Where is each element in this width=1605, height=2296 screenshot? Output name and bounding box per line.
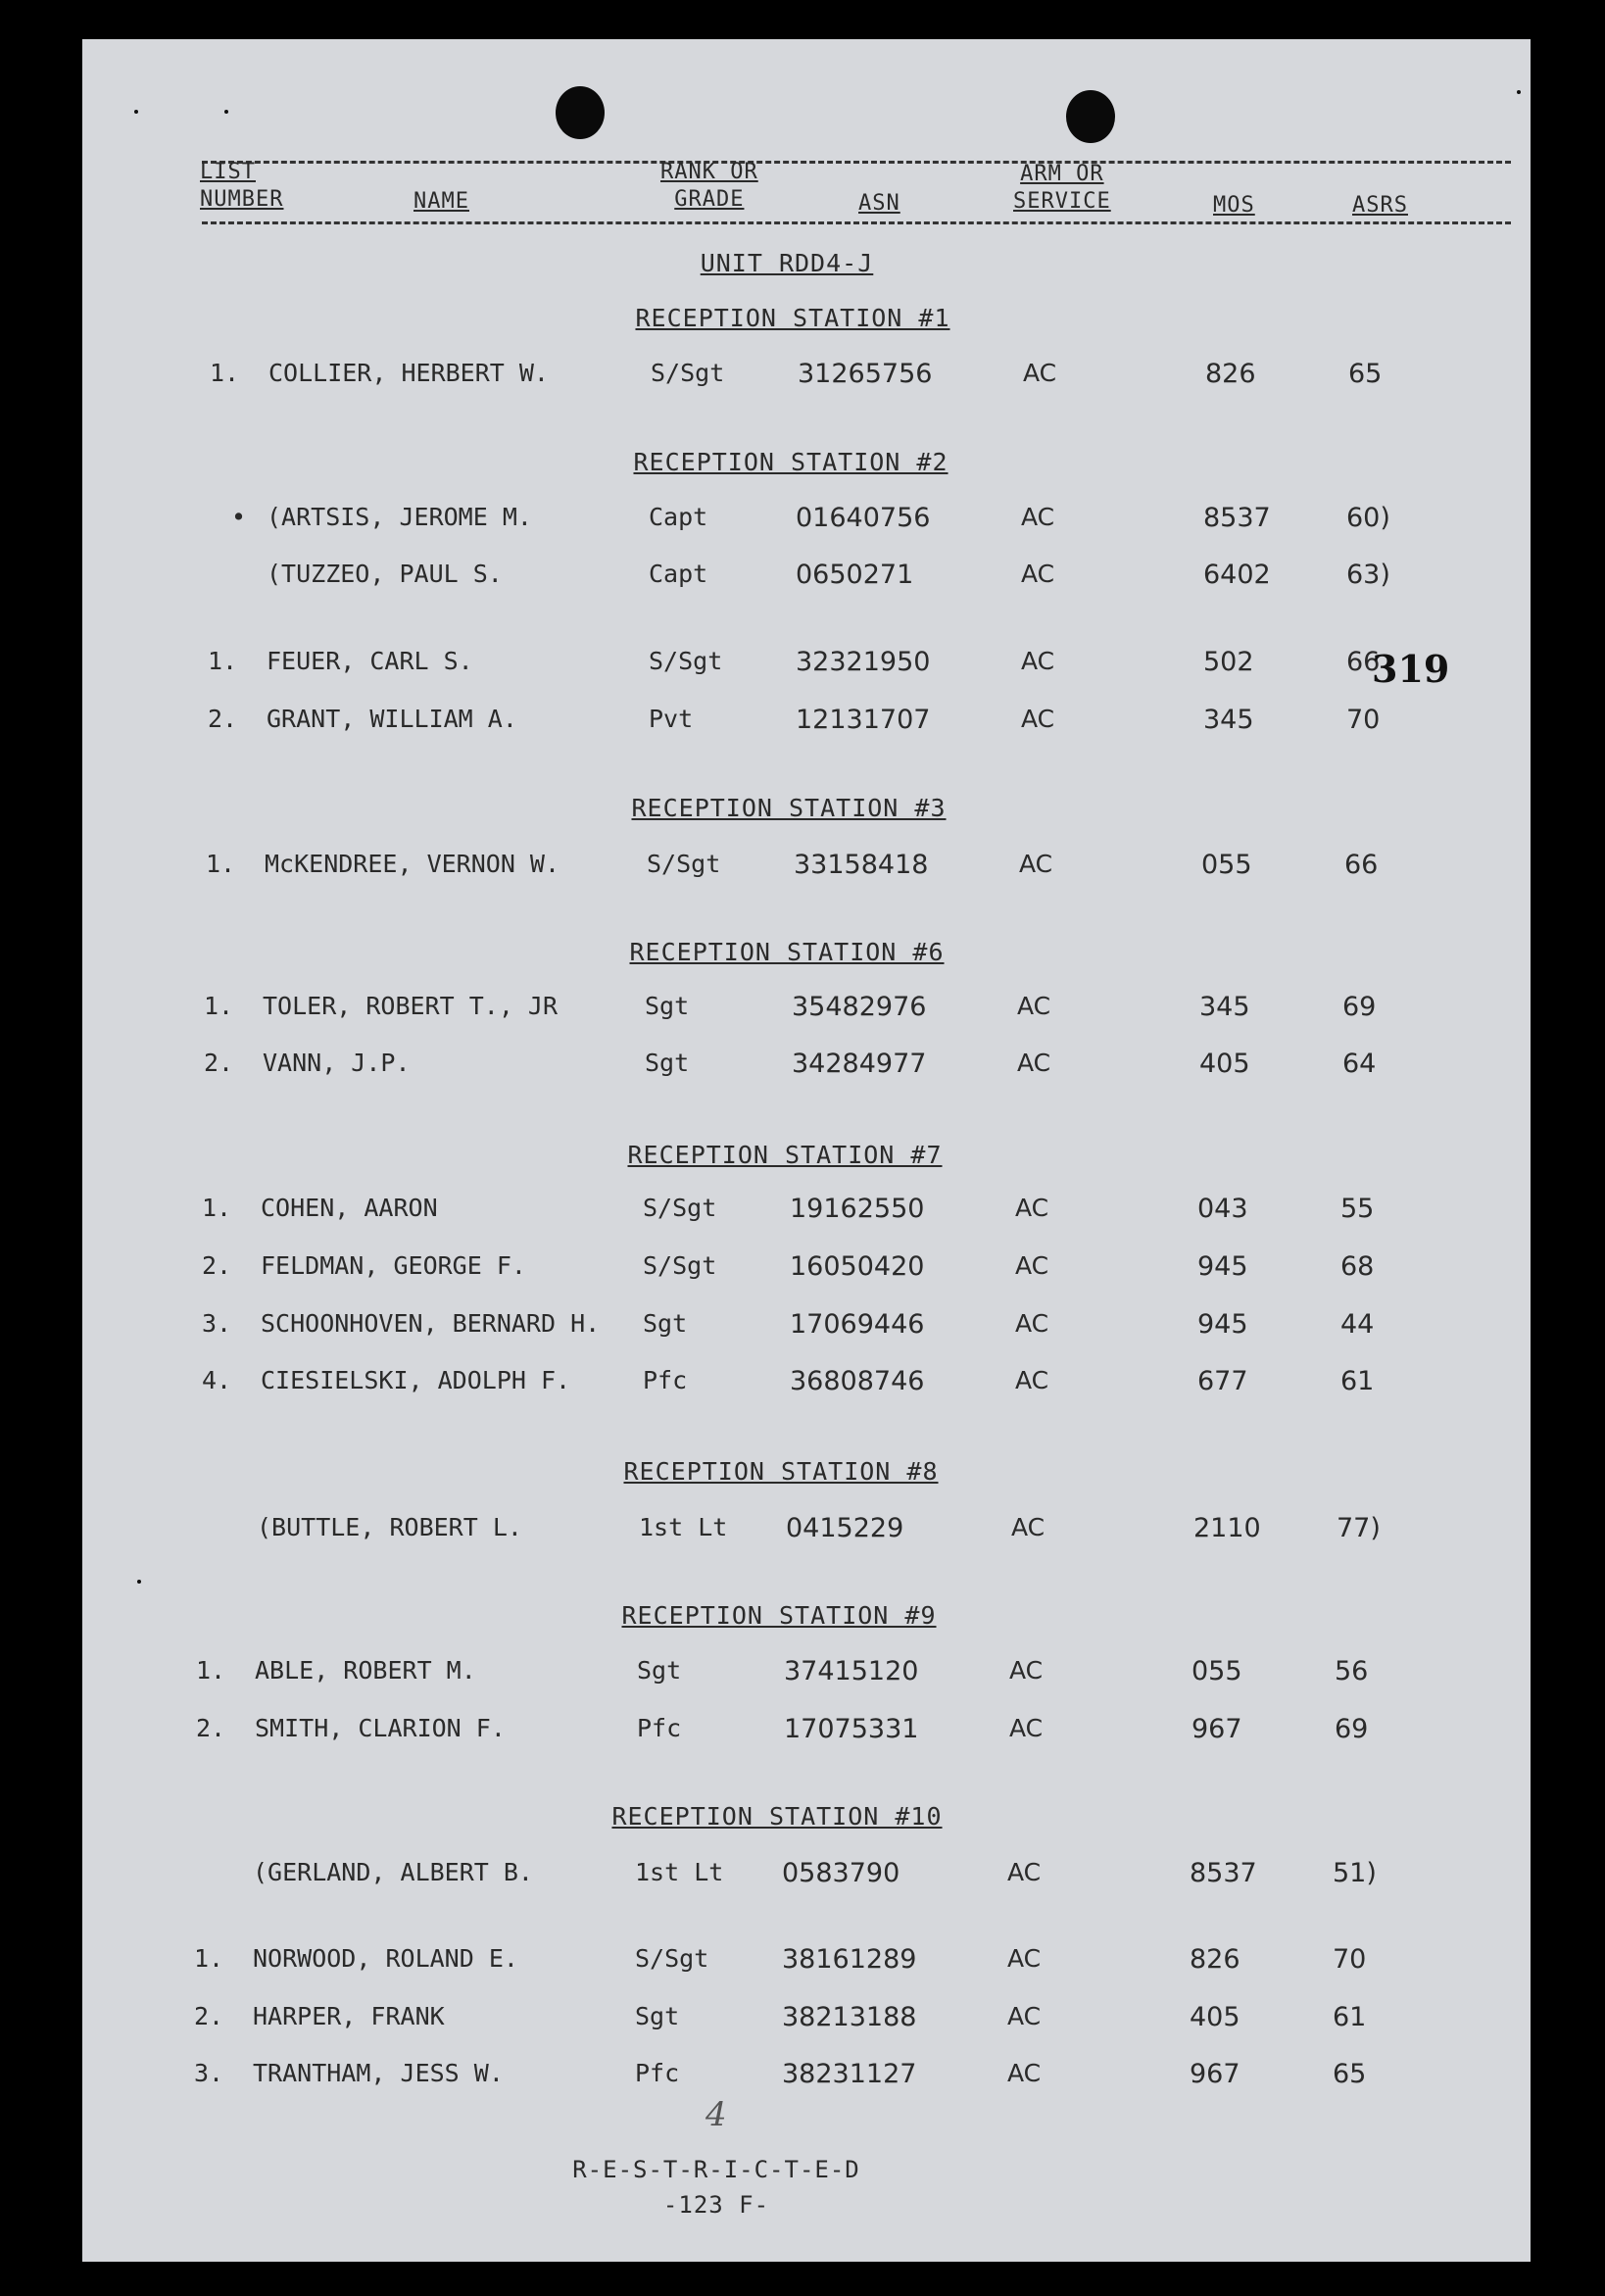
cell-mos: 345 <box>1203 705 1254 735</box>
cell-asn: 37415120 <box>784 1656 919 1686</box>
cell-arm-service: AC <box>1023 359 1057 387</box>
header-rule-top <box>202 161 1511 164</box>
roster-row <box>82 1251 1531 1291</box>
cell-asrs: 69 <box>1342 992 1377 1022</box>
cell-name: GRANT, WILLIAM A. <box>267 705 517 733</box>
cell-mos: 055 <box>1192 1656 1242 1686</box>
speck <box>1517 90 1521 94</box>
roster-row <box>82 2059 1531 2098</box>
speck <box>134 110 138 114</box>
cell-asn: 17075331 <box>784 1714 919 1744</box>
cell-mos: 055 <box>1201 850 1252 880</box>
cell-list-number: 2. <box>204 1049 234 1077</box>
cell-name: CIESIELSKI, ADOLPH F. <box>261 1366 571 1394</box>
cell-asrs: 64 <box>1342 1049 1377 1079</box>
cell-asn: 34284977 <box>792 1049 927 1079</box>
cell-asrs: 69 <box>1335 1714 1369 1744</box>
cell-asn: 01640756 <box>796 503 931 533</box>
cell-mos: 8537 <box>1203 503 1271 533</box>
cell-list-number: 3. <box>202 1309 232 1338</box>
cell-arm-service: AC <box>1021 647 1055 675</box>
cell-mos: 502 <box>1203 647 1254 677</box>
classification-footer: R-E-S-T-R-I-C-T-E-D <box>572 2156 860 2183</box>
roster-row <box>82 1944 1531 1983</box>
cell-rank: S/Sgt <box>643 1194 717 1222</box>
cell-list-number: 1. <box>194 1944 224 1973</box>
cell-list-number: 2. <box>202 1251 232 1280</box>
cell-name: SCHOONHOVEN, BERNARD H. <box>261 1309 601 1338</box>
cell-arm-service: AC <box>1021 705 1055 733</box>
cell-arm-service: AC <box>1015 1309 1049 1338</box>
cell-arm-service: AC <box>1021 503 1055 531</box>
cell-arm-service: AC <box>1007 2059 1042 2087</box>
cell-asn: 31265756 <box>798 359 933 389</box>
cell-asn: 38231127 <box>782 2059 917 2089</box>
cell-name: TOLER, ROBERT T., JR <box>263 992 559 1020</box>
cell-asrs: 68 <box>1340 1251 1375 1282</box>
cell-asrs: 66 <box>1344 850 1379 880</box>
cell-list-number: • <box>231 503 247 531</box>
cell-mos: 8537 <box>1190 1858 1257 1888</box>
cell-rank: Pfc <box>637 1714 682 1742</box>
cell-mos: 405 <box>1199 1049 1250 1079</box>
cell-arm-service: AC <box>1015 1251 1049 1280</box>
cell-mos: 345 <box>1199 992 1250 1022</box>
cell-mos: 6402 <box>1203 560 1271 590</box>
cell-arm-service: AC <box>1021 560 1055 588</box>
cell-rank: Pfc <box>635 2059 680 2087</box>
cell-asrs: 70 <box>1333 1944 1367 1975</box>
cell-name: SMITH, CLARION F. <box>255 1714 506 1742</box>
roster-row <box>82 1049 1531 1088</box>
cell-asn: 0583790 <box>782 1858 900 1888</box>
cell-asrs: 65 <box>1333 2059 1367 2089</box>
cell-arm-service: AC <box>1015 1366 1049 1394</box>
section-title: RECEPTION STATION #1 <box>635 304 950 332</box>
cell-rank: Sgt <box>635 2002 680 2030</box>
cell-asn: 38161289 <box>782 1944 917 1975</box>
cell-rank: Pfc <box>643 1366 688 1394</box>
cell-list-number: 3. <box>194 2059 224 2087</box>
cell-asn: 0415229 <box>786 1513 904 1543</box>
section-title: RECEPTION STATION #8 <box>623 1457 939 1486</box>
cell-asn: 19162550 <box>790 1194 925 1224</box>
cell-rank: 1st Lt <box>639 1513 728 1541</box>
section-title: RECEPTION STATION #6 <box>629 938 945 966</box>
cell-list-number: 1. <box>208 647 238 675</box>
cell-name: (BUTTLE, ROBERT L. <box>257 1513 522 1541</box>
cell-asrs: 44 <box>1340 1309 1375 1340</box>
cell-name: COLLIER, HERBERT W. <box>268 359 549 387</box>
punch-hole-left <box>556 86 605 139</box>
roster-row <box>82 1858 1531 1897</box>
cell-arm-service: AC <box>1007 1858 1042 1886</box>
section-title: RECEPTION STATION #3 <box>631 794 947 822</box>
cell-list-number: 1. <box>206 850 236 878</box>
roster-row <box>82 503 1531 542</box>
cell-asn: 16050420 <box>790 1251 925 1282</box>
cell-name: FELDMAN, GEORGE F. <box>261 1251 526 1280</box>
cell-list-number: 2. <box>208 705 238 733</box>
cell-arm-service: AC <box>1009 1656 1044 1685</box>
cell-mos: 043 <box>1197 1194 1248 1224</box>
roster-row <box>82 2002 1531 2041</box>
speck <box>137 1580 141 1584</box>
cell-mos: 967 <box>1192 1714 1242 1744</box>
header-list-number: LIST NUMBER <box>200 160 284 212</box>
roster-row <box>82 1309 1531 1348</box>
cell-rank: Capt <box>649 503 708 531</box>
cell-name: ABLE, ROBERT M. <box>255 1656 476 1685</box>
page-number-footer: -123 F- <box>662 2191 770 2219</box>
cell-rank: Pvt <box>649 705 694 733</box>
cell-asn: 36808746 <box>790 1366 925 1396</box>
cell-asn: 17069446 <box>790 1309 925 1340</box>
cell-asrs: 66 <box>1346 647 1381 677</box>
roster-row <box>82 850 1531 889</box>
roster-row <box>82 1366 1531 1405</box>
speck <box>224 110 228 114</box>
cell-list-number: 1. <box>202 1194 232 1222</box>
cell-mos: 2110 <box>1193 1513 1261 1543</box>
header-arm: ARM OR SERVICE <box>1013 162 1111 214</box>
cell-rank: Sgt <box>645 992 690 1020</box>
roster-row <box>82 1194 1531 1233</box>
roster-row <box>82 647 1531 686</box>
cell-mos: 967 <box>1190 2059 1240 2089</box>
cell-name: COHEN, AARON <box>261 1194 438 1222</box>
cell-asn: 35482976 <box>792 992 927 1022</box>
cell-asrs: 77) <box>1337 1513 1381 1543</box>
cell-asrs: 55 <box>1340 1194 1375 1224</box>
document-page <box>82 39 1531 2262</box>
cell-list-number: 2. <box>194 2002 224 2030</box>
cell-rank: 1st Lt <box>635 1858 724 1886</box>
roster-row <box>82 359 1531 398</box>
cell-rank: S/Sgt <box>643 1251 717 1280</box>
header-name: NAME <box>413 189 469 214</box>
cell-arm-service: AC <box>1007 1944 1042 1973</box>
cell-mos: 677 <box>1197 1366 1248 1396</box>
cell-list-number: 1. <box>204 992 234 1020</box>
header-asrs: ASRS <box>1352 193 1408 218</box>
cell-asrs: 63) <box>1346 560 1390 590</box>
cell-rank: Capt <box>649 560 708 588</box>
cell-rank: S/Sgt <box>635 1944 709 1973</box>
roster-row <box>82 560 1531 599</box>
cell-arm-service: AC <box>1009 1714 1044 1742</box>
cell-name: (TUZZEO, PAUL S. <box>267 560 503 588</box>
cell-name: FEUER, CARL S. <box>267 647 473 675</box>
cell-asrs: 56 <box>1335 1656 1369 1686</box>
cell-asrs: 61 <box>1333 2002 1367 2032</box>
cell-asrs: 51) <box>1333 1858 1377 1888</box>
cell-asn: 38213188 <box>782 2002 917 2032</box>
handwritten-mark: 4 <box>705 2095 727 2134</box>
header-rank: RANK OR GRADE <box>660 160 758 212</box>
cell-arm-service: AC <box>1015 1194 1049 1222</box>
cell-rank: S/Sgt <box>651 359 725 387</box>
cell-name: (GERLAND, ALBERT B. <box>253 1858 533 1886</box>
cell-asrs: 61 <box>1340 1366 1375 1396</box>
cell-arm-service: AC <box>1017 992 1051 1020</box>
cell-asrs: 60) <box>1346 503 1390 533</box>
cell-mos: 945 <box>1197 1309 1248 1340</box>
punch-hole-right <box>1066 90 1115 143</box>
cell-list-number: 1. <box>210 359 240 387</box>
cell-asn: 0650271 <box>796 560 914 590</box>
cell-name: (ARTSIS, JEROME M. <box>267 503 532 531</box>
cell-asrs: 70 <box>1346 705 1381 735</box>
section-title: RECEPTION STATION #7 <box>627 1141 943 1169</box>
cell-asn: 32321950 <box>796 647 931 677</box>
section-title: RECEPTION STATION #10 <box>611 1802 943 1831</box>
cell-mos: 405 <box>1190 2002 1240 2032</box>
roster-row <box>82 1714 1531 1753</box>
roster-row <box>82 1656 1531 1695</box>
roster-row <box>82 705 1531 744</box>
cell-name: TRANTHAM, JESS W. <box>253 2059 504 2087</box>
section-title: RECEPTION STATION #9 <box>621 1601 937 1630</box>
cell-mos: 945 <box>1197 1251 1248 1282</box>
cell-name: NORWOOD, ROLAND E. <box>253 1944 518 1973</box>
cell-name: HARPER, FRANK <box>253 2002 445 2030</box>
cell-name: VANN, J.P. <box>263 1049 411 1077</box>
section-title: RECEPTION STATION #2 <box>633 448 948 476</box>
cell-name: McKENDREE, VERNON W. <box>265 850 560 878</box>
header-mos: MOS <box>1213 193 1255 218</box>
cell-mos: 826 <box>1205 359 1256 389</box>
roster-row <box>82 1513 1531 1552</box>
cell-rank: Sgt <box>643 1309 688 1338</box>
cell-list-number: 4. <box>202 1366 232 1394</box>
unit-title: UNIT RDD4-J <box>700 249 874 277</box>
header-rule-bottom <box>202 221 1511 224</box>
header-asn: ASN <box>858 191 900 216</box>
cell-list-number: 1. <box>196 1656 226 1685</box>
cell-rank: Sgt <box>637 1656 682 1685</box>
cell-asn: 33158418 <box>794 850 929 880</box>
cell-mos: 826 <box>1190 1944 1240 1975</box>
cell-list-number: 2. <box>196 1714 226 1742</box>
cell-rank: S/Sgt <box>649 647 723 675</box>
cell-arm-service: AC <box>1007 2002 1042 2030</box>
cell-asn: 12131707 <box>796 705 931 735</box>
cell-arm-service: AC <box>1017 1049 1051 1077</box>
cell-rank: S/Sgt <box>647 850 721 878</box>
stamped-page-number: 319 <box>1372 647 1450 691</box>
cell-arm-service: AC <box>1011 1513 1046 1541</box>
cell-arm-service: AC <box>1019 850 1053 878</box>
roster-row <box>82 992 1531 1031</box>
cell-rank: Sgt <box>645 1049 690 1077</box>
cell-asrs: 65 <box>1348 359 1383 389</box>
